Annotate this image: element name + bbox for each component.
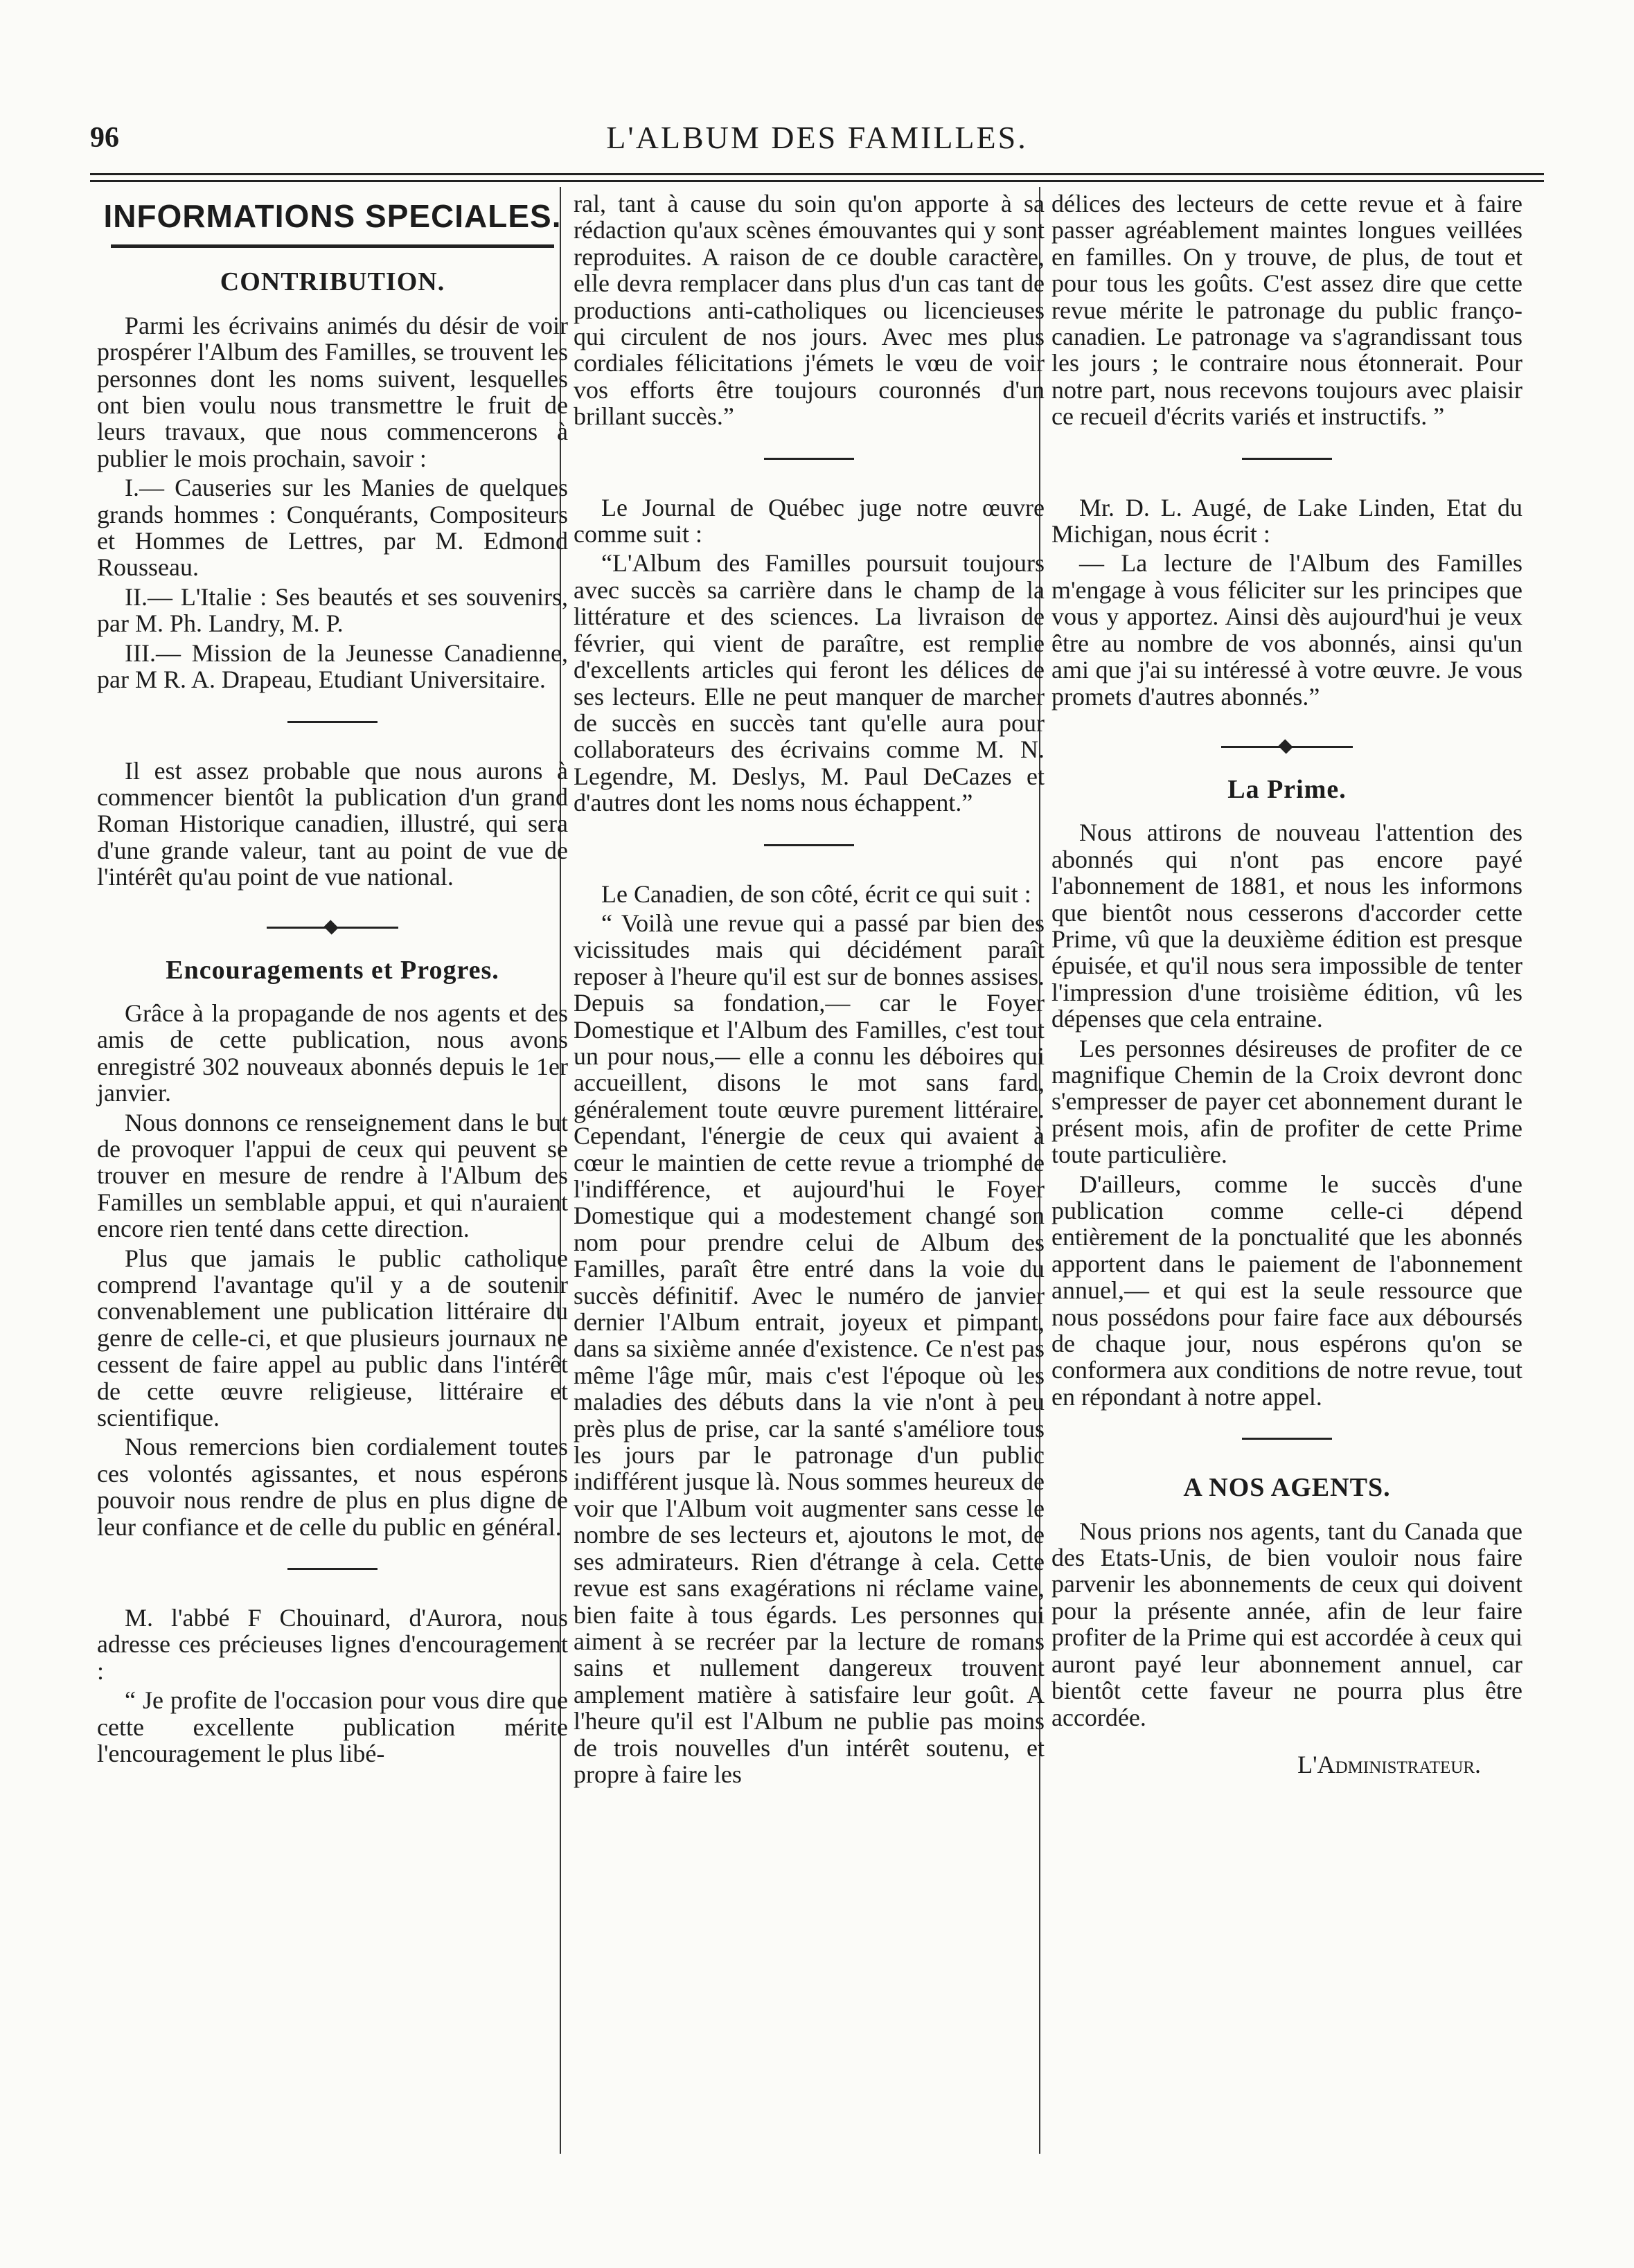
contribution-intro: Parmi les écrivains animés du désir de voir prospérer l'Album des Familles, se trouvent les personnes dont les noms suivent, lesquelles ont bien voulu nous transmettre le fruit de leurs travaux, que nous commencerons à publier le mois prochain, savoir : <box>97 311 568 472</box>
divider <box>1242 1438 1332 1440</box>
divider <box>287 1568 378 1570</box>
auge-letter: — La lecture de l'Album des Familles m'engage à vous féliciter sur les principes que vous y apportez. Ainsi dès aujourd'hui je veux être au nombre de vos abonnés, ainsi qu'un ami que j'ai su intéressé à votre œuvre. Je vous promets d'autres abonnés.” <box>1051 549 1522 711</box>
contribution-item-1: I.— Causeries sur les Manies de quelques grands hommes : Conquérants, Compositeurs et Hommes de Lettres, par M. Edmond Rousseau. <box>97 474 568 582</box>
chouinard-quote-continued: ral, tant à cause du soin qu'on apporte à sa rédaction qu'aux scènes émouvantes qui y sont reproduites. A raison de ce double caractère, elle devra remplacer dans plus d'un cas tant de productions anti-catholiques ou licencieuses qui circulent de nos jours. Avec mes plus cordiales félicitations j'émets le vœu de voir vos efforts être toujours couronnés d'un brillant succès.” <box>574 190 1045 431</box>
ornament-divider <box>1221 744 1353 749</box>
column-3 <box>1051 190 1522 1778</box>
heading-encouragements: Encouragements et Progres. <box>166 955 499 985</box>
contribution-item-2: II.— L'Italie : Ses beautés et ses souvenirs, par M. Ph. Landry, M. P. <box>97 582 568 638</box>
heading-la-prime: La Prime. <box>1227 774 1347 804</box>
encouragement-paragraph-3: Plus que jamais le public catholique comprend l'avantage qu'il y a de soutenir convenablement une publication littéraire du genre de celle-ci, et que plusieurs journaux ne cessent de faire appel au public dans l'intérêt de cette œuvre religieuse, littéraire et scientifique. <box>97 1244 568 1432</box>
chouinard-intro: M. l'abbé F Chouinard, d'Aurora, nous adresse ces précieuses lignes d'encouragement : <box>97 1604 568 1685</box>
divider <box>764 458 854 460</box>
heading-a-nos-agents: A NOS AGENTS. <box>1183 1473 1391 1503</box>
header-rule-bottom <box>90 180 1544 182</box>
column-2 <box>574 190 1045 1790</box>
prime-paragraph-3: D'ailleurs, comme le succès d'une publication comme celle-ci dépend entièrement de la ponctualité que les abonnés apportent dans le paiement de l'abonnement annuel,— et qui est la seule ressource que nous possédons pour faire face aux déboursés de chaque jour, nous espérons qu'on se conformera aux conditions de notre revue, tout en répondant à notre appel. <box>1051 1170 1522 1411</box>
encouragement-paragraph-1: Grâce à la propagande de nos agents et des amis de cette publication, nous avons enregistré 302 nouveaux abonnés depuis le 1er janvier. <box>97 999 568 1107</box>
canadien-intro: Le Canadien, de son côté, écrit ce qui suit : <box>601 879 1031 908</box>
journal-quebec-intro: Le Journal de Québec juge notre œuvre comme suit : <box>574 493 1045 548</box>
prime-paragraph-2: Les personnes désireuses de profiter de ce magnifique Chemin de la Croix devront donc s'empresser de payer cet abonnement durant le présent mois, afin de profiter de cette Prime toute particulière. <box>1051 1034 1522 1169</box>
roman-announcement: Il est assez probable que nous aurons à commencer bientôt la publication d'un grand Roman Historique canadien, illustré, qui sera d'une grande valeur, tant au point de vue de l'intérêt qu'au point de vue national. <box>97 756 568 891</box>
canadien-quote: “ Voilà une revue qui a passé par bien des vicissitudes mais qui décidément paraît reposer à l'heure qu'il est sur de bonnes assises. Depuis sa fondation,— car le Foyer Domestique et l'Album des Familles, c'est tout un pour nous,— elle a connu les déboires qui accueillent, disons le mot sans fard, généralement toute œuvre purement littéraire. Cependant, l'énergie de ceux qui avaient à cœur le maintien de cette revue a triomphé de l'indifférence, et aujourd'hui le Foyer Domestique qui a modestement changé son nom pour prendre celui de Album des Familles, paraît être entré dans la voie du succès définitif. Avec le numéro de janvier dernier l'Album entrait, joyeux et pimpant, dans sa sixième année d'existence. Ce n'est pas même l'âge mûr, mais c'est l'époque où les maladies des débuts dans la vie n'ont à peu près plus de prise, car la santé s'améliore tous les jours par le patronage d'un public indifférent jusque là. Nous sommes heureux de voir que l'Album voit augmenter sans cesse le nombre de ses lecteurs et, ajoutons le mot, de ses admirateurs. Rien d'étrange à cela. Cette revue est sans exagérations ni réclame vaine, bien faite à tous égards. Les personnes qui aiment à se recréer par la lecture de romans sains et nullement dangereux trouvent amplement matière à satisfaire leur goût. A l'heure qu'il est l'Album ne publie pas moins de trois nouvelles d'un intérêt soutenu, et propre à faire les <box>574 909 1045 1788</box>
divider <box>287 721 378 723</box>
auge-intro: Mr. D. L. Augé, de Lake Linden, Etat du Michigan, nous écrit : <box>1051 493 1522 548</box>
canadien-quote-continued: délices des lecteurs de cette revue et à faire passer agréablement maintes longues veillées en familles. On y trouve, de plus, de tout et pour tous les goûts. C'est assez dire que cette revue mérite le patronage du public franço-canadien. Le patronage va s'agrandissant tous les jours ; le contraire nous étonnerait. Pour notre part, nous recevons toujours avec plaisir ce recueil d'écrits variés et instructifs. ” <box>1051 190 1522 431</box>
title-rule <box>111 244 554 248</box>
divider <box>1242 458 1332 460</box>
encouragement-paragraph-4: Nous remercions bien cordialement toutes ces volontés agissantes, et nous espérons pouvoir nous rendre de plus en plus digne de leur confiance et de celle du public en général. <box>97 1433 568 1541</box>
running-title: L'ALBUM DES FAMILLES. <box>606 120 1028 155</box>
ornament-divider <box>267 925 398 929</box>
chouinard-quote: “ Je profite de l'occasion pour vous dire que cette excellente publication mérite l'encouragement le plus libé- <box>97 1686 568 1768</box>
journal-quebec-quote: “L'Album des Familles poursuit toujours avec succès sa carrière dans le champ de la littérature et des sciences. La livraison de février, qui vient de paraître, est remplie d'excellents articles qui feront les délices de ses lecteurs. Elle ne peut manquer de marcher de succès en succès tant qu'elle aura pour collaborateurs des écrivains comme M. N. Legendre, M. Deslys, M. Paul DeCazes et d'autres dont les noms nous échappent.” <box>574 549 1045 817</box>
encouragement-paragraph-2: Nous donnons ce renseignement dans le but de provoquer l'appui de ceux qui peuvent se trouver en mesure de rendre à l'Album des Familles un semblable appui, et qui n'auraient encore rien tenté dans cette direction. <box>97 1108 568 1243</box>
contribution-item-3: III.— Mission de la Jeunesse Canadienne, par M R. A. Drapeau, Etudiant Universitaire. <box>97 639 568 694</box>
heading-contribution: CONTRIBUTION. <box>220 267 445 297</box>
divider <box>764 844 854 846</box>
section-title-informations: INFORMATIONS SPECIALES. <box>103 198 562 234</box>
prime-paragraph-1: Nous attirons de nouveau l'attention des abonnés qui n'ont pas encore payé l'abonnement de 1881, et nous les informons que bientôt nous cesserons d'accorder cette Prime, vû que la deuxième édition est presque épuisée, et qu'il nous sera impossible de tenter l'impression d'une troisième édition, vû les dépenses que cela entraine. <box>1051 819 1522 1033</box>
signature: L'Administrateur. <box>1297 1750 1481 1778</box>
header-rule-top <box>90 173 1544 175</box>
column-1 <box>97 190 568 1770</box>
page-number: 96 <box>90 122 119 154</box>
agents-paragraph: Nous prions nos agents, tant du Canada que des Etats-Unis, de bien vouloir nous faire parvenir les abonnements de ceux qui doivent pour la présente année, afin de leur faire profiter de la Prime qui est accordée à ceux qui auront payé leur abonnement annuel, car bientôt cette faveur ne pourra plus être accordée. <box>1051 1517 1522 1731</box>
